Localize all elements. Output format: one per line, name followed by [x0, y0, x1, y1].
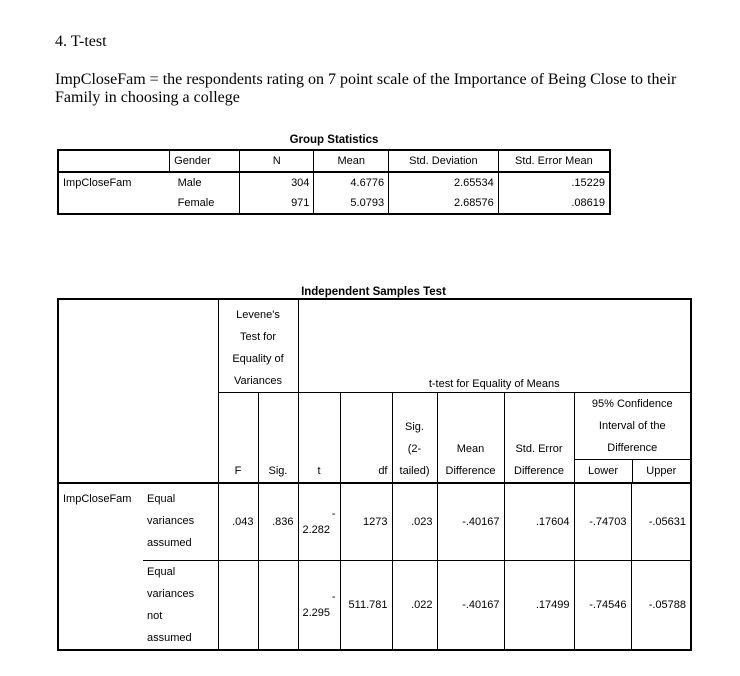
variable-definition: ImpCloseFam = the respondents rating on 7 point scale of the Importance of Being Close to their Family in choosing a college	[55, 71, 677, 106]
header-df: df	[340, 393, 392, 484]
sd-cell: 2.65534	[389, 172, 499, 193]
se-cell: .15229	[498, 172, 610, 193]
upper-cell: -.05631	[631, 483, 691, 561]
f-cell	[218, 561, 258, 651]
lower-cell: -.74703	[574, 483, 631, 561]
group-statistics-title: Group Statistics	[289, 134, 379, 146]
df-cell: 1273	[340, 483, 392, 561]
gender-cell: Male	[177, 177, 202, 189]
t-cell: - 2.295	[298, 561, 340, 651]
independent-samples-table	[57, 298, 692, 651]
se-diff-cell: .17604	[504, 483, 574, 561]
table-row	[58, 193, 610, 214]
df-cell: 511.781	[340, 561, 392, 651]
header-std-error-mean: Std. Error Mean	[498, 150, 610, 172]
levene-header: Levene's Test for Equality of Variances	[218, 299, 298, 393]
variable-label: ImpCloseFam	[58, 483, 143, 561]
row-label-equal-assumed: Equal variances assumed	[143, 483, 218, 561]
t-cell: - 2.282	[298, 483, 340, 561]
header-upper: Upper	[646, 465, 677, 477]
table-row	[58, 483, 691, 561]
header-lower: Lower	[575, 460, 633, 482]
header-f: F	[218, 393, 258, 484]
independent-test-title: Independent Samples Test	[301, 286, 446, 298]
row-label-equal-not-assumed: Equal variances not assumed	[143, 561, 218, 651]
header-confidence-interval: 95% Confidence Interval of the Difference Lower Upper	[574, 393, 691, 484]
upper-cell: -.05788	[631, 561, 691, 651]
n-cell: 304	[239, 172, 314, 193]
table-header-row	[58, 299, 691, 393]
n-cell: 971	[239, 193, 314, 214]
sig-cell: .836	[258, 483, 298, 561]
ttest-header: t-test for Equality of Means	[298, 299, 691, 393]
mean-cell: 5.0793	[314, 193, 389, 214]
header-sig-2-tailed: Sig. (2- tailed)	[392, 393, 437, 484]
mean-diff-cell: -.40167	[437, 561, 504, 651]
empty-header-cell	[58, 299, 218, 483]
table-row	[58, 172, 610, 193]
header-gender: Gender	[170, 150, 240, 172]
empty-cell	[58, 193, 170, 214]
group-statistics-table	[57, 149, 611, 215]
mean-diff-cell: -.40167	[437, 483, 504, 561]
header-std-deviation: Std. Deviation	[389, 150, 499, 172]
table-header-row	[58, 150, 610, 172]
section-heading: 4. T-test	[55, 33, 107, 50]
header-n: N	[239, 150, 314, 172]
sig2-cell: .022	[392, 561, 437, 651]
header-std-error-difference: Std. Error Difference	[504, 393, 574, 484]
mean-cell: 4.6776	[314, 172, 389, 193]
lower-cell: -.74546	[574, 561, 631, 651]
variable-label: ImpCloseFam	[58, 172, 170, 193]
sig-cell	[258, 561, 298, 651]
header-mean: Mean	[314, 150, 389, 172]
empty-header-cell	[58, 150, 170, 172]
gender-cell: Female	[170, 193, 240, 214]
empty-cell	[58, 561, 143, 651]
header-sig: Sig.	[258, 393, 298, 484]
header-t: t	[298, 393, 340, 484]
sig2-cell: .023	[392, 483, 437, 561]
header-mean-difference: Mean Difference	[437, 393, 504, 484]
f-cell: .043	[218, 483, 258, 561]
se-cell: .08619	[498, 193, 610, 214]
se-diff-cell: .17499	[504, 561, 574, 651]
table-row	[58, 561, 691, 651]
sd-cell: 2.68576	[389, 193, 499, 214]
